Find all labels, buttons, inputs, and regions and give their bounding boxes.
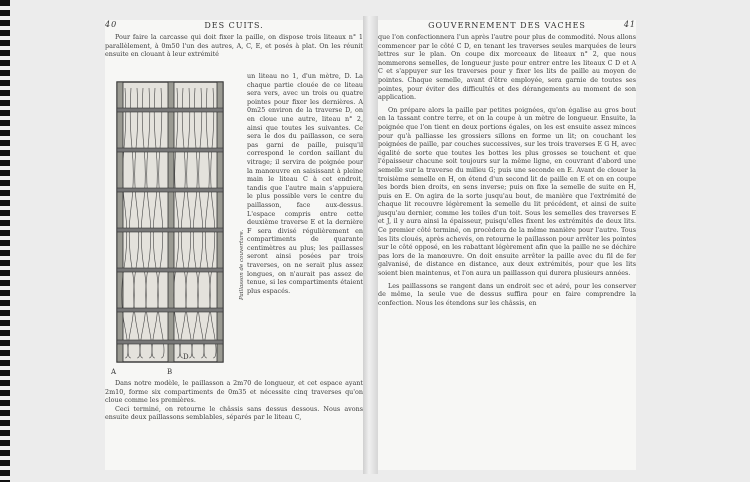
left-top-paragraph [105,33,363,59]
scan-edge [0,0,10,482]
figure-label-d: D [183,353,189,361]
paragraph: Dans notre modèle, le paillasson a 2m70 de longueur, et cet espace ayant 2m10, forme six compartiments de 0m35 et nécessite cinq traverses qu'on cloue comme les premières. [105,379,363,405]
right-page [378,20,636,470]
left-page-number: 40 [105,20,118,29]
right-page-header [378,20,636,32]
left-running-head: DES CUITS. [204,21,264,30]
book-gutter [363,16,378,474]
figure-label-a: A [111,368,117,376]
right-running-head: GOUVERNEMENT DES VACHES [428,21,586,30]
paragraph: Ceci terminé, on retourne le châssis sans dessus dessous. Nous avons ensuite deux paillassons semblables, séparés par le liteau C, [105,404,363,422]
figure-caption: Paillasson de couverture. [239,229,245,300]
figure-label-b: B [167,368,173,376]
paillasson-figure [107,78,235,378]
paragraph: que l'on confectionnera l'un après l'autre pour plus de commodité. Nous allons commencer par le côté C D, en tenant les traverses seules marquées de leurs lettres sur le plan. On coupe dix morceaux de liteaux n° 2, que nous nommerons semelles, de longueur juste pour entrer entre les liteaux C D et A C et s'appuyer sur les traverses pour y fixer les lits de paille au moyen de pointes. Chaque semelle, avant d'être employée, sera garnie de toutes ses pointes, pour éviter des difficultés et des dérangements au moment de son application. [378,33,636,102]
paragraph: un liteau no 1, d'un mètre, D. La chaque partie clouée de ce liteau sera vers, avec un trois ou quatre pointes pour fixer les dernières. A 0m25 environ de la traverse D, on en cloue une autre, liteau n° 2, ainsi que toutes les suivantes. Ce sera le dos du paillasson, ce sera pas garni de paille, puisqu'il correspond le cordon saillant du vitrage; il servira de poignée pour la manœuvre en saisissant à pleine main le liteau C à cet endroit, tandis que l'autre main s'appuiera le plus possible vers le centre du paillasson, face aux-dessus. L'espace compris entre cette deuxième traverse E et la dernière F sera divisé régulièrement en compartiments de quarante centimètres au plus; les paillasses seront ainsi posées par trois traverses, on ne serait plus assez longues, on n'aurait pas assez de tenue, si les compartiments étaient plus espacés. [247,72,363,295]
paragraph: On prépare alors la paille par petites poignées, qu'on égalise au gros bout en la tassant contre terre, et on la coupe à un mètre de longueur. Ensuite, la poignée que l'on tient en deux portions égales, on les est ensuite assez minces pour qu'à palliasse les grossiers sillons en forme un lit; on couchant les poignées de paille, par couches successives, sur les trois traverses E G H, avec égalité de sorte que toutes les bottes les plus grosses se touchent et que l'épaisseur chacune soit toujours sur la même ligne, en couvrant d'abord une semelle sur la traverse du milieu G; puis une seconde en E. Avant de clouer la troisième semelle en H, on étend d'un second lit de paille en E et on en coupe les bords bien droits, en sens inverse; puis on fixe la semelle de suite en H, puis en E. On agira de la sorte jusqu'au bout, de manière que l'extrémité de chaque lit recouvre légèrement la semelle du lit précédent, et ainsi de suite jusqu'au dernier, comme les toiles d'un toit. Sous les semelles des traverses E et J, il y aura ainsi la épaisseur, puisqu'elles fixent les extrémités de deux lits. Ce premier côté terminé, on procèdera de la même manière pour l'autre. Tous les lits cloués, après achevés, on retourne le paillasson pour arrêter les pointes sur le côté opposé, en les rabattant légèrement afin que la paille ne se déchire pas lors de la manœuvre. On doit ensuite arrêter la paille avec du fil de fer galvanisé, de distance en distance, aux deux extrémités, pour que les lits soient bien maintenus, et l'on aura un paillasson qui durera plusieurs années. [378,105,636,278]
left-page-header [105,20,363,32]
left-bottom-text [105,379,363,422]
left-page [105,20,363,470]
right-page-number: 41 [623,20,636,29]
left-wrap-paragraph [247,72,363,295]
right-body-text [378,33,636,307]
paragraph: Pour faire la carcasse qui doit fixer la paille, on dispose trois liteaux n° 1 parallèlement, à 0m50 l'un des autres, A, C, E, et posés à plat. On les réunit ensuite en clouant à leur extrémité [105,33,363,59]
paragraph: Les paillassons se rangent dans un endroit sec et aéré, pour les conserver de même, la seule vue de dessus suffira pour en faire comprendre la confection. Nous les étendons sur les châssis, en [378,281,636,307]
